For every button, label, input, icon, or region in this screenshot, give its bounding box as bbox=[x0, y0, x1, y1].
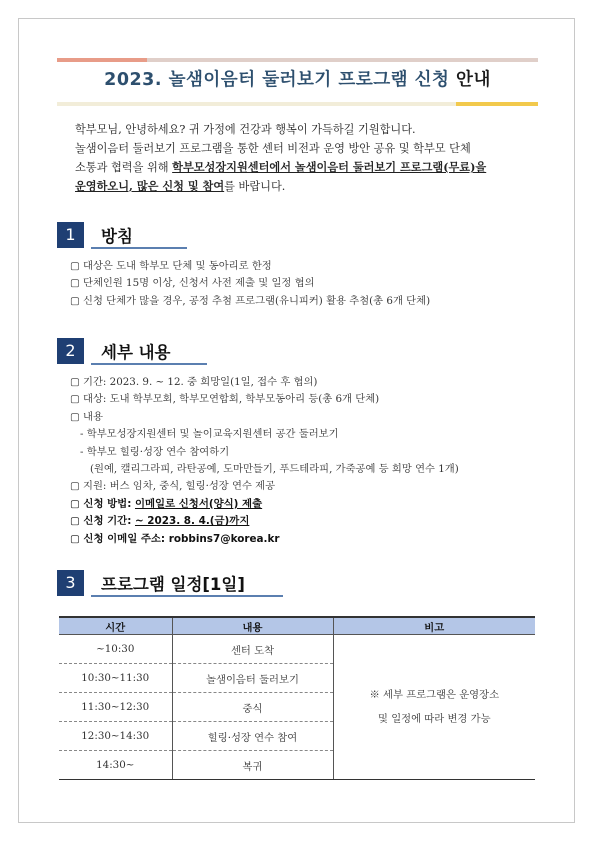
time-cell: 12:30~14:30 bbox=[59, 722, 172, 751]
section-title: 방침 bbox=[101, 227, 133, 246]
section-number: 3 bbox=[57, 570, 84, 596]
title-bottom-bar bbox=[57, 102, 538, 106]
list-subitem: (원예, 캘리그라피, 라탄공예, 도마만들기, 푸드테라피, 가죽공예 등 희망 연수 1개) bbox=[90, 463, 459, 476]
title-bottom-bar-accent bbox=[456, 102, 538, 106]
section-title: 프로그램 일정[1일] bbox=[101, 575, 245, 594]
section-2-heading bbox=[57, 338, 257, 364]
section-3-heading bbox=[57, 570, 317, 596]
title-top-bar-rest bbox=[147, 58, 538, 62]
list-item: ▢ 지원: 버스 임차, 중식, 힐링·성장 연수 제공 bbox=[70, 480, 276, 493]
intro-line: 놀샘이음터 둘러보기 프로그램을 통한 센터 비전과 운영 방안 공유 및 학부모 단체 bbox=[75, 142, 471, 155]
note-cell bbox=[333, 635, 535, 780]
apply-email-label: ▢ 신청 이메일 주소: bbox=[70, 532, 169, 545]
section-title: 세부 내용 bbox=[101, 343, 171, 362]
note-line: 및 일정에 따라 변경 가능 bbox=[377, 713, 491, 725]
table-row bbox=[59, 635, 535, 664]
time-cell: 10:30~11:30 bbox=[59, 664, 172, 693]
section-number: 2 bbox=[57, 338, 84, 364]
section-1-heading bbox=[57, 222, 257, 248]
apply-deadline-value: ~ 2023. 8. 4.(금)까지 bbox=[134, 515, 250, 528]
list-subitem: - 학부모성장지원센터 및 놀이교육지원센터 공간 둘러보기 bbox=[80, 428, 339, 441]
schedule-table bbox=[59, 616, 535, 780]
apply-email bbox=[70, 531, 540, 548]
column-header: 비고 bbox=[333, 617, 535, 635]
content-cell: 힐링·성장 연수 참여 bbox=[172, 722, 333, 751]
list-item: ▢ 대상: 도내 학부모회, 학부모연합회, 학부모동아리 등(총 6개 단체) bbox=[70, 393, 380, 406]
intro-line bbox=[75, 158, 535, 177]
apply-method-value: 이메일로 신청서(양식) 제출 bbox=[134, 497, 263, 510]
intro-emphasis: 운영하오니, 많은 신청 및 참여 bbox=[75, 179, 225, 193]
section-underline bbox=[91, 363, 207, 365]
list-item: ▢ 내용 bbox=[70, 410, 103, 423]
intro-text: 를 바랍니다. bbox=[224, 180, 286, 193]
apply-deadline-label: ▢ 신청 기간: bbox=[70, 515, 135, 528]
apply-email-value[interactable]: robbins7@korea.kr bbox=[168, 532, 280, 545]
title-top-bar bbox=[57, 58, 538, 62]
time-cell: 11:30~12:30 bbox=[59, 693, 172, 722]
column-header: 시간 bbox=[59, 617, 172, 635]
intro-text: 소통과 협력을 위해 bbox=[75, 161, 173, 174]
list-item: ▢ 대상은 도내 학부모 단체 및 동아리로 한정 bbox=[70, 260, 272, 272]
table-header-row bbox=[59, 617, 535, 635]
policy-list bbox=[70, 258, 540, 310]
apply-method-label: ▢ 신청 방법: bbox=[70, 497, 135, 510]
section-underline bbox=[91, 247, 187, 249]
intro-line bbox=[75, 177, 535, 196]
time-cell: ~10:30 bbox=[59, 635, 172, 664]
list-item: ▢ 단체인원 15명 이상, 신청서 사전 제출 및 일정 협의 bbox=[70, 277, 315, 290]
list-item: ▢ 신청 단체가 많을 경우, 공정 추첨 프로그램(유니피커) 활용 추첨(총 6개 단체) bbox=[70, 294, 431, 307]
content-cell: 놀샘이음터 둘러보기 bbox=[172, 664, 333, 693]
details-list bbox=[70, 374, 540, 548]
note-line: ※ 세부 프로그램은 운영장소 bbox=[369, 689, 500, 701]
document-title-main: 2023. 놀샘이음터 둘러보기 프로그램 신청 bbox=[104, 70, 450, 90]
content-cell: 중식 bbox=[172, 693, 333, 722]
apply-deadline bbox=[70, 513, 540, 530]
intro-paragraph bbox=[75, 120, 535, 196]
intro-emphasis: 학부모성장지원센터에서 놀샘이음터 둘러보기 프로그램(무료)을 bbox=[172, 160, 487, 174]
time-cell: 14:30~ bbox=[59, 751, 172, 780]
document-title-box bbox=[57, 58, 538, 108]
title-bottom-bar-rest bbox=[57, 102, 456, 106]
document-title-accent: 안내 bbox=[456, 70, 491, 90]
content-cell: 센터 도착 bbox=[172, 635, 333, 664]
content-cell: 복귀 bbox=[172, 751, 333, 780]
intro-line: 학부모님, 안녕하세요? 귀 가정에 건강과 행복이 가득하길 기원합니다. bbox=[75, 123, 416, 136]
list-item: ▢ 기간: 2023. 9. ~ 12. 중 희망일(1일, 접수 후 협의) bbox=[70, 376, 318, 388]
section-underline bbox=[91, 595, 283, 597]
column-header: 내용 bbox=[172, 617, 333, 635]
title-top-bar-accent bbox=[57, 58, 147, 62]
section-number: 1 bbox=[57, 222, 84, 248]
list-subitem: - 학부모 힐링·성장 연수 참여하기 bbox=[80, 445, 230, 458]
document-title bbox=[57, 66, 538, 91]
apply-method bbox=[70, 496, 540, 513]
